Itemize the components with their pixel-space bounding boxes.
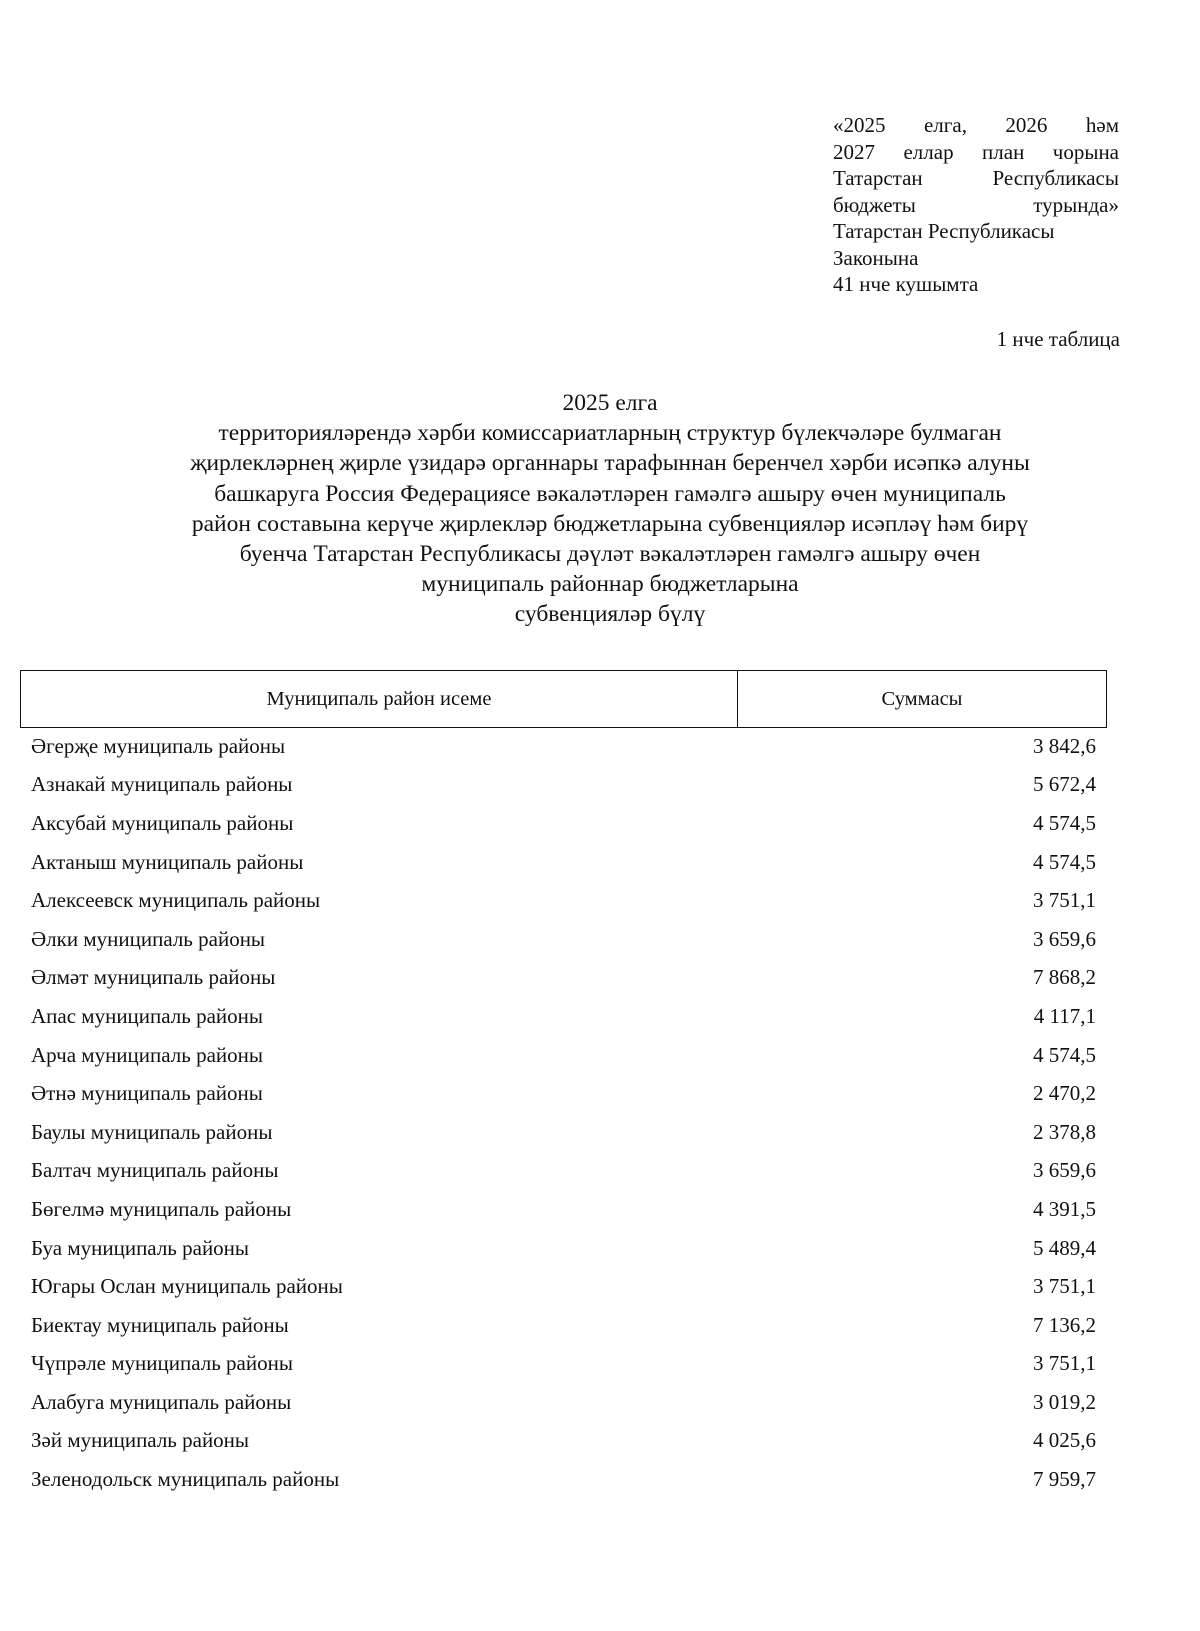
column-header-district: Муниципаль район исеме (21, 671, 738, 727)
title-line: район составына керүче җирлекләр бюджетларына субвенцияләр исәпләү һәм бирү (191, 510, 1029, 537)
district-name: Азнакай муниципаль районы (31, 772, 293, 797)
amount-value: 5 489,4 (1033, 1235, 1096, 1260)
table-row (31, 997, 1096, 1036)
amount-value: 7 959,7 (1033, 1467, 1096, 1492)
header-line: 41 нче кушымта (833, 272, 979, 296)
district-name: Әтнә муниципаль районы (31, 1081, 263, 1106)
district-name: Буа муниципаль районы (31, 1235, 250, 1260)
table-header (20, 670, 1107, 728)
amount-value: 4 574,5 (1033, 1042, 1096, 1067)
table-row (31, 1036, 1096, 1075)
table-row (31, 1152, 1096, 1191)
amount-value: 4 025,6 (1033, 1428, 1096, 1453)
district-name: Югары Ослан муниципаль районы (31, 1274, 343, 1299)
district-name: Арча муниципаль районы (31, 1042, 263, 1067)
amount-value: 3 659,6 (1033, 926, 1096, 951)
district-name: Актаныш муниципаль районы (31, 849, 304, 874)
title-line: субвенцияләр бүлү (514, 601, 706, 628)
table-row (31, 881, 1096, 920)
district-name: Алабуга муниципаль районы (31, 1389, 292, 1414)
title-line: территорияләрендә хәрби комиссариатларның структур бүлекчәләре булмаган (218, 420, 1002, 447)
header-line: бюджеты турында» (833, 192, 1119, 217)
table-label: 1 нче таблица (996, 327, 1120, 351)
amount-value: 4 117,1 (1033, 1003, 1096, 1028)
title-line: буенча Татарстан Республикасы дәүләт вәкаләтләрен гамәлгә ашыру өчен (239, 541, 981, 568)
header-line: 2027 еллар план чорына (833, 139, 1119, 164)
title-line: башкаруга Россия Федерациясе вәкаләтләрен гамәлгә ашыру өчен муниципаль (214, 480, 1006, 507)
table-row (31, 959, 1096, 998)
amount-value: 3 842,6 (1033, 733, 1096, 758)
amount-value: 2 378,8 (1033, 1119, 1096, 1144)
header-line: Татарстан Республикасы (833, 219, 1055, 243)
header-line: Татарстан Республикасы (833, 166, 1119, 190)
table-row (31, 1190, 1096, 1229)
district-name: Баулы муниципаль районы (31, 1119, 273, 1144)
district-name: Әлки муниципаль районы (31, 926, 266, 951)
table-row (31, 920, 1096, 959)
appendix-header (833, 112, 1119, 298)
amount-value: 7 136,2 (1033, 1312, 1096, 1337)
table-row (31, 766, 1096, 805)
district-name: Балтач муниципаль районы (31, 1158, 279, 1183)
district-name: Зеленодольск муниципаль районы (31, 1467, 340, 1492)
title-line: муниципаль районнар бюджетларына (421, 571, 799, 598)
table-row (31, 1383, 1096, 1422)
district-name: Әлмәт муниципаль районы (31, 965, 276, 990)
table-row (31, 1306, 1096, 1345)
table-row (31, 1460, 1096, 1499)
amount-value: 4 574,5 (1033, 810, 1096, 835)
amount-value: 4 391,5 (1033, 1196, 1096, 1221)
amount-value: 2 470,2 (1033, 1081, 1096, 1106)
amount-value: 3 751,1 (1033, 1274, 1096, 1299)
amount-value: 3 659,6 (1033, 1158, 1096, 1183)
table-row (31, 843, 1096, 882)
amount-value: 4 574,5 (1033, 849, 1096, 874)
district-name: Чүпрәле муниципаль районы (31, 1351, 293, 1376)
district-name: Апас муниципаль районы (31, 1003, 263, 1028)
district-name: Аксубай муниципаль районы (31, 810, 294, 835)
district-name: Биектау муниципаль районы (31, 1312, 289, 1337)
table-row (31, 1267, 1096, 1306)
amount-value: 3 751,1 (1033, 1351, 1096, 1376)
amount-value: 3 751,1 (1033, 888, 1096, 913)
district-name: Әгерҗе муниципаль районы (31, 733, 286, 758)
table-body (31, 727, 1096, 1499)
amount-value: 7 868,2 (1033, 965, 1096, 990)
title-line: җирлекләрнең җирле үзидарә органнары тарафыннан беренчел хәрби исәпкә алуны (190, 450, 1030, 477)
table-row (31, 1229, 1096, 1268)
column-header-amount: Суммасы (881, 687, 963, 710)
district-name: Алексеевск муниципаль районы (31, 888, 321, 913)
table-row (31, 1113, 1096, 1152)
table-row (31, 1074, 1096, 1113)
header-line: Законына (833, 245, 919, 270)
table-row (31, 1345, 1096, 1384)
amount-value: 3 019,2 (1033, 1389, 1096, 1414)
table-row (31, 1422, 1096, 1461)
title-line: 2025 елга (562, 390, 658, 416)
amount-value: 5 672,4 (1033, 772, 1096, 797)
table-row (31, 804, 1096, 843)
district-name: Зәй муниципаль районы (31, 1428, 250, 1453)
header-line: «2025 елга, 2026 һәм (833, 113, 1119, 137)
table-row (31, 727, 1096, 766)
document-title (90, 388, 1130, 630)
district-name: Бөгелмә муниципаль районы (31, 1196, 292, 1221)
